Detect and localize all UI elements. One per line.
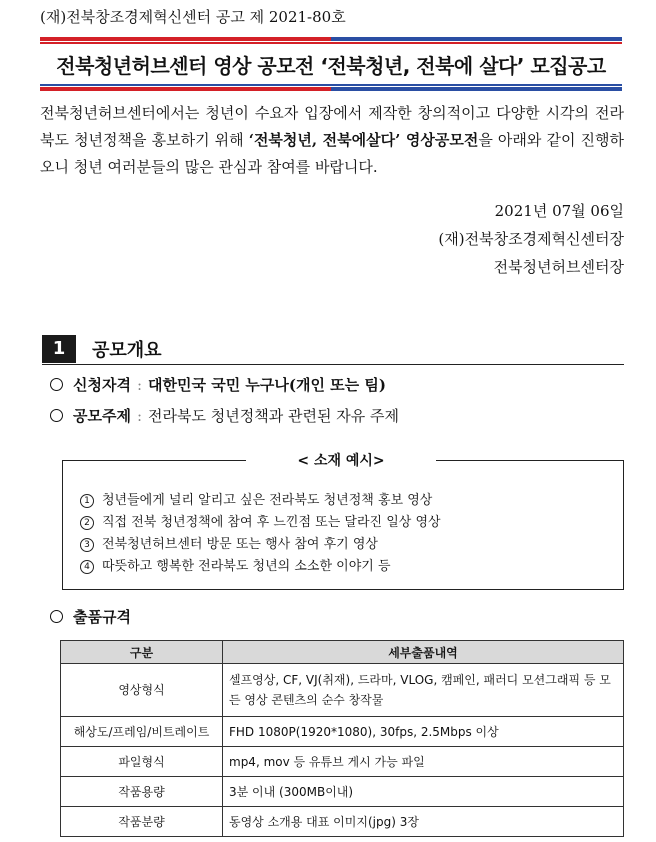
section-title: 공모개요 [92,340,162,361]
notice-date: 2021년 07월 06일 [494,202,624,220]
table-header-category: 구분 [61,641,223,664]
examples-title: < 소재 예시> [246,450,436,470]
example-item [80,555,391,574]
theme-label: 공모주제 [73,407,131,425]
eligibility-value: 대한민국 국민 누구나(개인 또는 팀) [148,376,386,394]
table-cell-detail: FHD 1080P(1920*1080), 30fps, 2.5Mbps 이상 [223,717,624,747]
top-color-bar [40,37,622,41]
example-item [80,511,441,530]
table-cell-category: 해상도/프레임/비트레이트 [61,717,223,747]
intro-text-1: 전북청년허브센터에서는 청년이 수요자 입장에서 제작한 창의적이고 다양한 시각의 전라북도 청년정책을 홍보하기 위해 [40,104,624,149]
section-number: 1 [42,335,76,363]
theme-row [50,405,399,426]
example-item [80,533,378,552]
circled-number-icon: 1 [80,494,94,508]
circle-bullet-icon [50,409,63,422]
issuer-org-1: (재)전북창조경제혁신센터장 [438,230,624,248]
table-cell-detail: 동영상 소개용 대표 이미지(jpg) 3장 [223,807,624,837]
table-header-row [61,641,624,664]
issuer-org-2: 전북청년허브센터장 [493,258,624,276]
circled-number-icon: 4 [80,560,94,574]
table-row [61,807,624,837]
top-color-bar-thin [40,42,622,44]
table-cell-category: 영상형식 [61,664,223,717]
circled-number-icon: 3 [80,538,94,552]
notice-number: (재)전북창조경제혁신센터 공고 제 2021-80호 [40,8,346,26]
table-row [61,747,624,777]
circled-number-icon: 2 [80,516,94,530]
table-cell-detail: mp4, mov 등 유튜브 게시 가능 파일 [223,747,624,777]
table-cell-detail: 셀프영상, CF, VJ(취재), 드라마, VLOG, 캠페인, 패러디 모션그래픽 등 모든 영상 콘텐츠의 순수 창작물 [223,664,624,717]
table-row [61,777,624,807]
table-cell-category: 파일형식 [61,747,223,777]
table-cell-detail: 3분 이내 (300MB이내) [223,777,624,807]
example-text: 따뜻하고 행복한 전라북도 청년의 소소한 이야기 등 [102,559,391,574]
table-row [61,717,624,747]
circle-bullet-icon [50,378,63,391]
spec-title: 출품규격 [73,608,131,626]
bottom-color-bar [40,87,622,91]
example-item [80,489,432,508]
intro-text-2: 을 아래와 같이 진행하오니 청년 여러분들의 많은 관심과 참여를 바랍니다. [40,131,624,176]
eligibility-row [50,374,386,395]
circle-bullet-icon [50,610,63,623]
page-title: 전북청년허브센터 영상 공모전 ‘전북청년, 전북에 살다’ 모집공고 [56,54,606,78]
separator-colon: : [136,376,143,394]
intro-highlight: ‘전북청년, 전북에살다’ 영상공모전 [248,131,479,149]
table-cell-category: 작품분량 [61,807,223,837]
table-cell-category: 작품용량 [61,777,223,807]
section-divider [42,364,624,365]
example-text: 청년들에게 널리 알리고 싶은 전라북도 청년정책 홍보 영상 [102,493,433,508]
intro-paragraph [40,100,624,181]
eligibility-label: 신청자격 [73,376,131,394]
table-row [61,664,624,717]
separator-colon: : [136,407,143,425]
example-text: 전북청년허브센터 방문 또는 행사 참여 후기 영상 [102,537,378,552]
table-header-detail: 세부출품내역 [223,641,624,664]
example-text: 직접 전북 청년정책에 참여 후 느낀점 또는 달라진 일상 영상 [102,515,441,530]
theme-value: 전라북도 청년정책과 관련된 자유 주제 [148,407,399,425]
spec-heading [50,606,131,627]
bottom-color-bar-thin [40,84,622,86]
spec-table [60,640,624,837]
